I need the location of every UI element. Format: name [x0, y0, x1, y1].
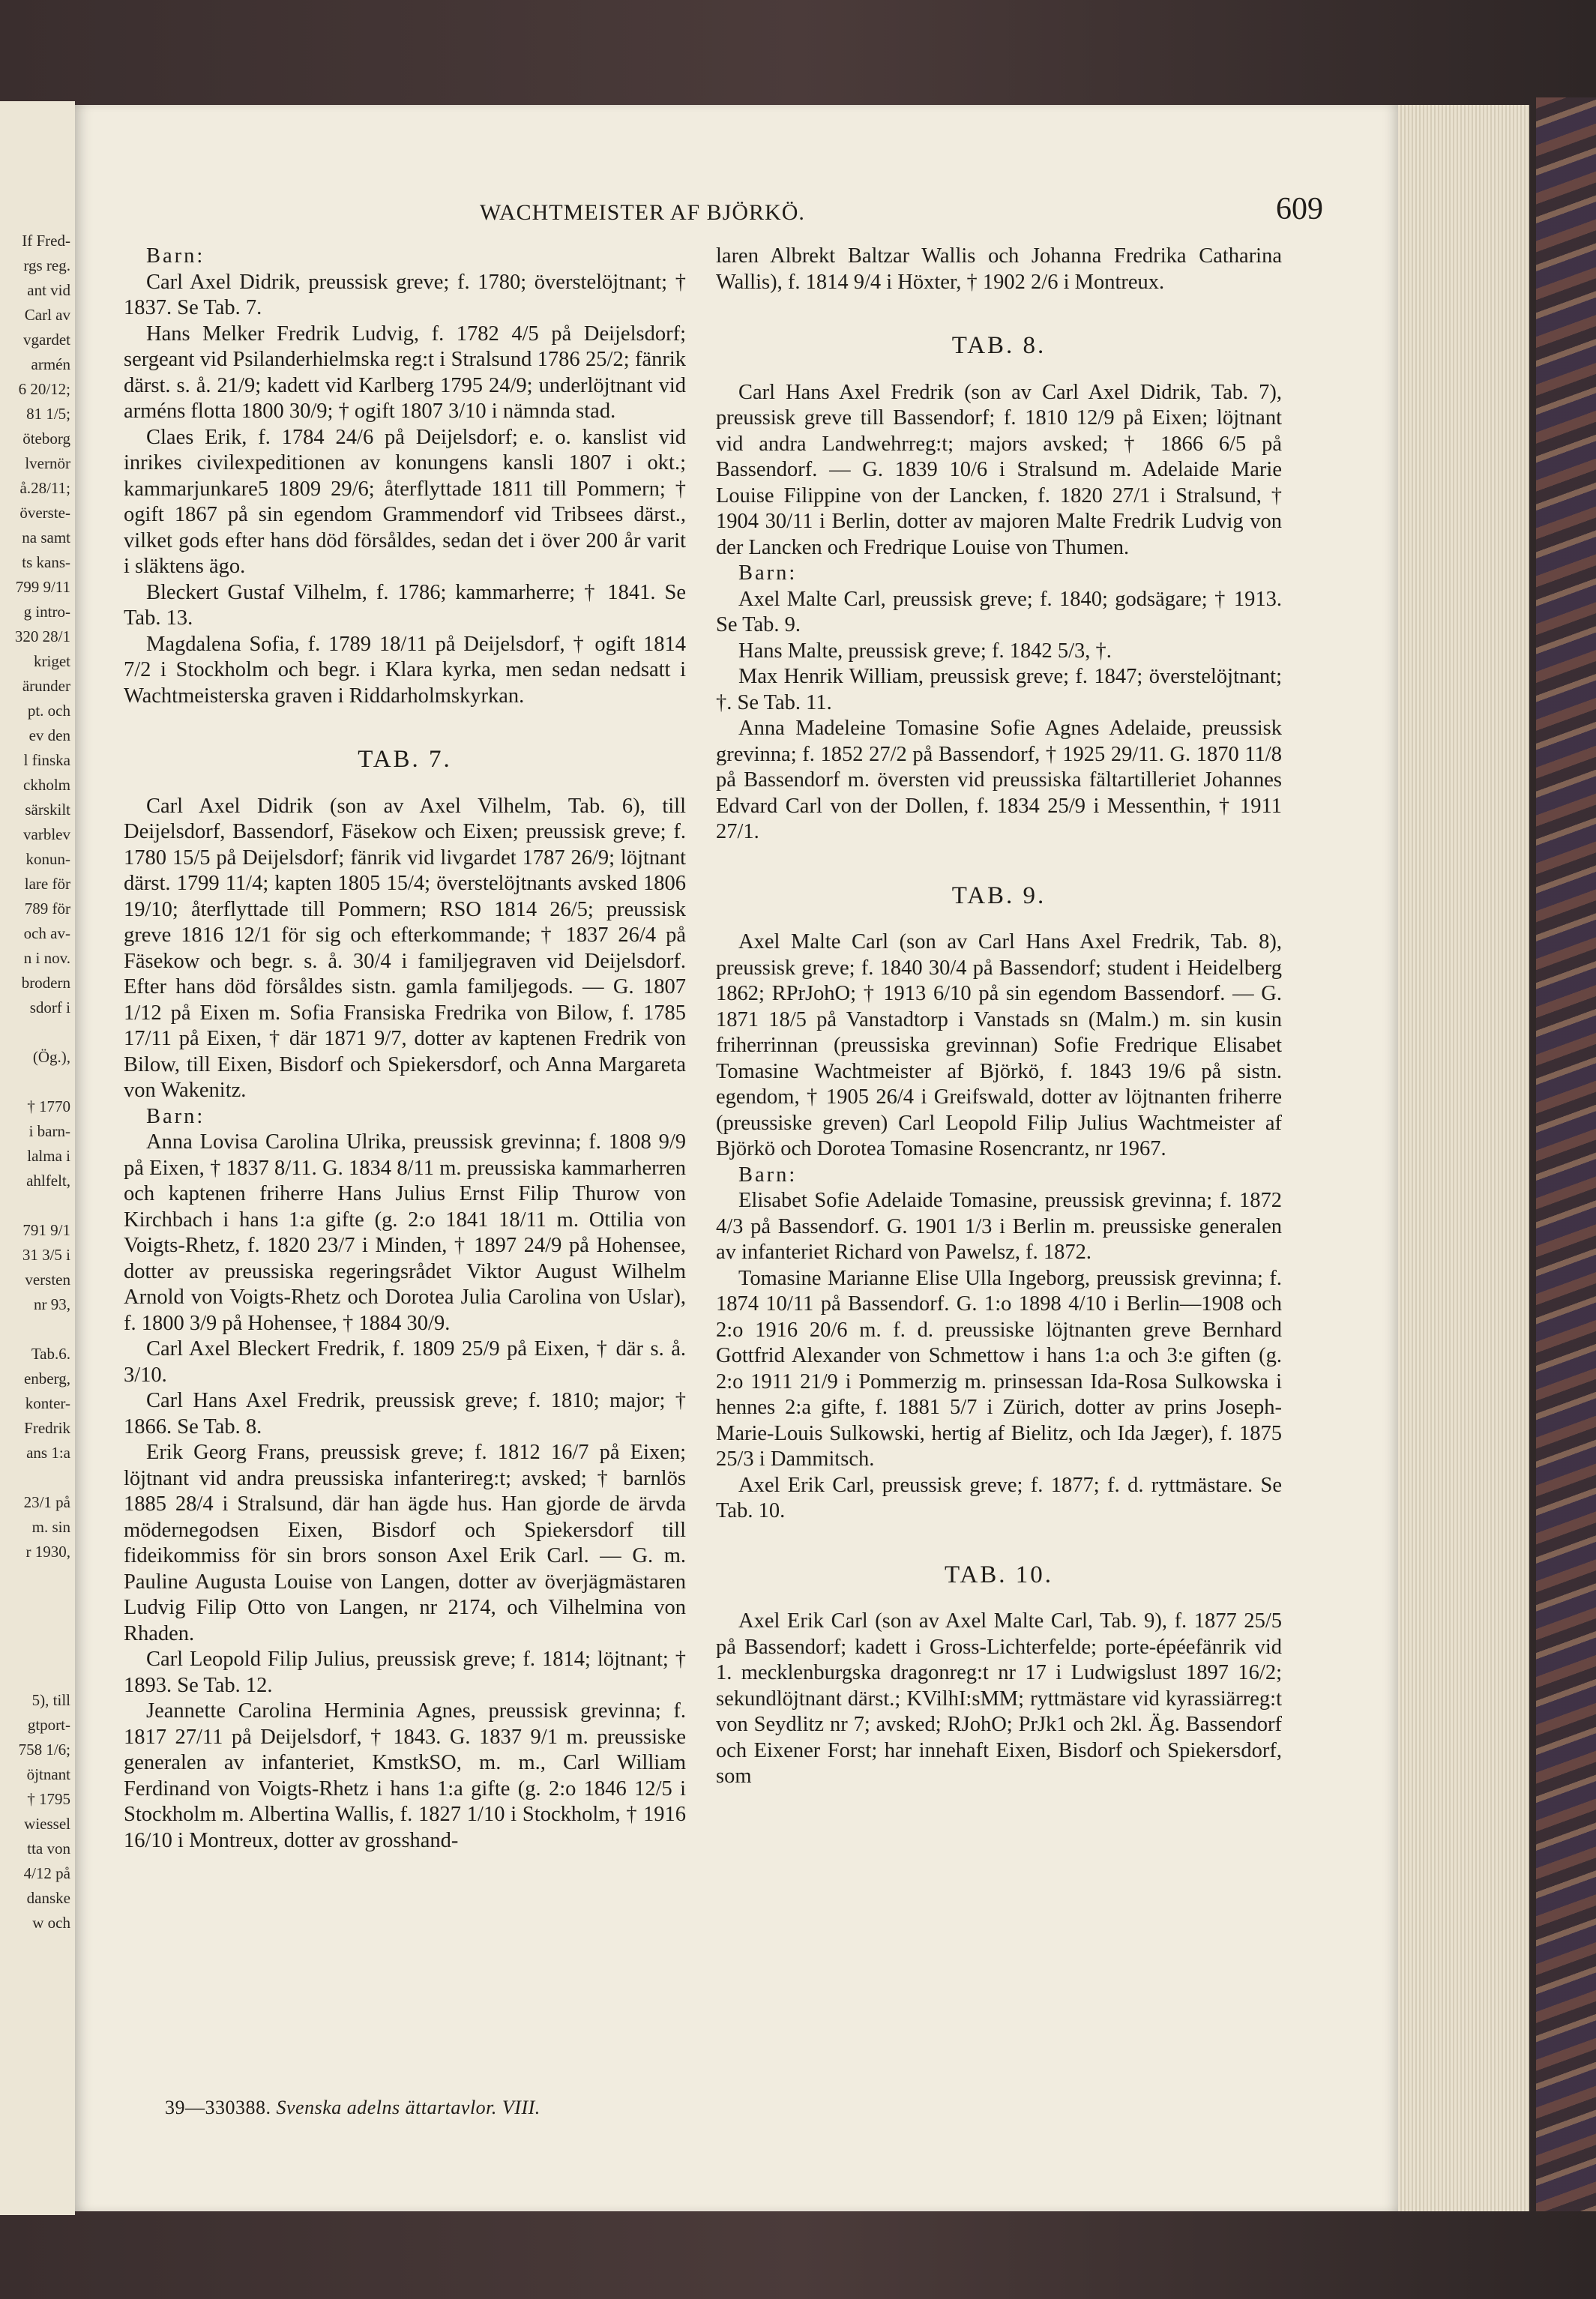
previous-page-line: † 1770 [27, 1097, 70, 1115]
previous-page-line [0, 1614, 75, 1639]
previous-page-line: konun- [25, 850, 70, 868]
previous-page-line: Fredrik [24, 1419, 70, 1437]
previous-page-line: sdorf i [29, 998, 70, 1016]
entry-paragraph: Carl Axel Didrik (son av Axel Vilhelm, Tab. 6), till Deijelsdorf, Bassendorf, Fäsekow och Eixen; preussisk greve; f. 1780 15/5 på Deijelsdorf; fänrik vid livgardet 1787 26/9; löjtnant därst. 1799 11/4; kapten 1805 15/4; överstelöjtnants avsked 1806 19/10; återflyttade till Pommern; RSO 1814 26/5; preussisk greve 1816 12/1 för sig och efterkommande; † 1837 26/4 på Fäsekow och begr. s. å. 30/4 i familjegraven vid Deijelsdorf. Efter hans död försåldes sistn. gamla familjegods. — G. 1807 1/12 på Eixen m. Sofia Fransiska Fredrika von Bilow, f. 1785 17/11 på Eixen, † där 1871 9/7, dotter av kaptenen Fredrik von Bilow, till Eixen, Bisdorf och Spiekersdorf, och Anna Margareta von Wakenitz. [124, 794, 686, 1102]
previous-page-line: nr 93, [34, 1295, 70, 1313]
previous-page-line: r 1930, [25, 1543, 70, 1561]
previous-page-line: brodern [21, 974, 70, 992]
previous-page-line: kriget [34, 652, 70, 670]
previous-page-line: öteborg [22, 430, 70, 448]
previous-page-line: 81 1/5; [26, 405, 70, 423]
book-page [75, 105, 1398, 2211]
previous-page-line: If Fred- [22, 232, 70, 250]
previous-page-line: Tab.6. [31, 1345, 70, 1363]
previous-page-line: 799 9/11 [15, 578, 70, 596]
previous-page-line: w och [32, 1914, 70, 1932]
previous-page-line: konter- [25, 1394, 70, 1412]
entry-paragraph: Magdalena Sofia, f. 1789 18/11 på Deijelsdorf, † ogift 1814 7/2 i Stockholm och begr. i Klara kyrka, men sedan nedsatt i Wachtmeisterska graven i Riddarholmskyrkan. [124, 632, 686, 708]
previous-page-line: (Ög.), [32, 1048, 70, 1066]
page-header [75, 191, 1398, 236]
previous-page-line: 320 28/1 [14, 627, 70, 645]
right-column [716, 244, 1282, 1790]
previous-page-line: ans 1:a [26, 1444, 70, 1462]
table-heading: TAB. 7. [358, 746, 452, 773]
previous-page-line: gtport- [27, 1716, 70, 1734]
previous-page-line: n i nov. [23, 949, 70, 967]
book-title: Svenska adelns ättartavlor. VIII. [276, 2097, 540, 2118]
printer-signature: 39—330388. [165, 2097, 271, 2118]
entry-paragraph: Axel Erik Carl, preussisk greve; f. 1877; f. d. ryttmästare. Se Tab. 10. [716, 1473, 1282, 1522]
previous-page-line: 791 9/1 [22, 1221, 70, 1239]
marbled-book-edge [1536, 97, 1596, 2211]
entry-paragraph: Anna Lovisa Carolina Ulrika, preussisk grevinna; f. 1808 9/9 på Eixen, † 1837 8/11. G. 1834 8/11 m. preussiska kammarherren och kaptenen friherre Hans Julius Ernst Filip Thurow von Kirchbach i hans 1:a gifte (g. 2:o 1841 18/11 m. Ottilia von Voigts-Rhetz, f. 1820 23/7 i Minden, † 1897 24/9 på Hohensee, dotter av preussiska regeringsrådet Viktor August Wilhelm Arnold von Voigts-Rhetz och Dorotea Julia Carolina von Uslar), f. 1800 3/9 på Hohensee, † 1884 30/9. [124, 1130, 686, 1335]
previous-page-line: 6 20/12; [18, 380, 70, 398]
left-column [124, 244, 686, 1854]
previous-page-line: ärunder [22, 677, 70, 695]
previous-page-line: rgs reg. [23, 256, 70, 274]
previous-page-line: i barn- [28, 1122, 70, 1140]
entry-paragraph: Claes Erik, f. 1784 24/6 på Deijelsdorf; e. o. kanslist vid inrikes civilexpeditionen av konungens kansli 1807 i okt.; kammarjunkare5 1809 29/6; återflyttade 1811 till Pommern; † ogift 1867 på sin egendom Grammendorf vid Tribsees därst., vilket gods efter hans död försåldes, sedan det i över 200 år varit i släktens ägo. [124, 425, 686, 578]
table-heading: TAB. 9. [951, 882, 1047, 909]
page-number: 609 [1276, 192, 1323, 226]
previous-page-line [0, 1589, 75, 1614]
entry-paragraph: Hans Melker Fredrik Ludvig, f. 1782 4/5 på Deijelsdorf; sergeant vid Psilanderhielmska reg:t i Stralsund 1786 25/2; fänrik därst. s. å. 21/9; kadett vid Karlberg 1795 24/9; underlöjtnant vid arméns flotta 1800 30/9; † ogift 1807 3/10 i nämnda stad. [124, 322, 686, 423]
previous-page-line: ev den [28, 726, 70, 744]
previous-page-line: na samt [22, 528, 70, 546]
entry-paragraph: Carl Hans Axel Fredrik, preussisk greve; f. 1810; major; † 1866. Se Tab. 8. [124, 1389, 686, 1438]
table-heading: TAB. 8. [951, 332, 1047, 359]
previous-page-strip [0, 101, 75, 2215]
previous-page-line: lare för [24, 875, 70, 893]
children-label: Barn: [146, 244, 205, 268]
previous-page-line: l finska [23, 751, 70, 769]
previous-page-line: överste- [19, 504, 70, 522]
previous-page-line: 789 för [24, 900, 70, 918]
previous-page-line: Carl av [24, 306, 70, 324]
previous-page-line: vgardet [23, 331, 70, 349]
continued-paragraph: laren Albrekt Baltzar Wallis och Johanna Fredrika Catharina Wallis), f. 1814 9/4 i Höxter, † 1902 2/6 i Montreux. [716, 244, 1282, 294]
previous-page-line: 31 3/5 i [22, 1246, 70, 1264]
entry-paragraph: Carl Hans Axel Fredrik (son av Carl Axel Didrik, Tab. 7), preussisk greve till Bassendorf; f. 1810 12/9 på Eixen; löjtnant vid andra Landwehrreg:t; majors avsked; † 1866 6/5 på Bassendorf. — G. 1839 10/6 i Stralsund m. Adelaide Marie Louise Filippine von der Lancken, f. 1820 27/1 i Stralsund, † 1904 30/11 i Berlin, dotter av majoren Malte Fredrik Ludvig von der Lancken och Fredrique Louise von Thumen. [716, 380, 1282, 559]
previous-page-line: särskilt [25, 801, 70, 819]
previous-page-line: g intro- [23, 603, 70, 621]
entry-paragraph: Axel Erik Carl (son av Axel Malte Carl, Tab. 9), f. 1877 25/5 på Bassendorf; kadett i Gross-Lichterfelde; porte-épéefänrik vid 1. mecklenburgska dragonreg:t nr 17 i Ludwigslust 1897 16/2; sekundlöjtnant därst.; KVilhI:sMM; ryttmästare vid kyrassiärreg:t von Seydlitz nr 7; avsked; RJohO; PrJk1 och 2kl. Äg. Bassendorf och Eixener Forst; har innehaft Eixen, Bisdorf och Spiekersdorf, som [716, 1609, 1282, 1788]
previous-page-line: lvernör [25, 454, 70, 472]
previous-page-line: wiessel [24, 1815, 70, 1833]
previous-page-line: ckholm [23, 776, 70, 794]
previous-page-line: armén [31, 355, 70, 373]
entry-paragraph: Carl Axel Bleckert Fredrik, f. 1809 25/9 på Eixen, † där s. å. 3/10. [124, 1337, 686, 1387]
page-footer [165, 2097, 540, 2119]
previous-page-line: ant vid [27, 281, 70, 299]
previous-page-line: 23/1 på [23, 1493, 70, 1511]
previous-page-line [0, 1639, 75, 1663]
entry-paragraph: Max Henrik William, preussisk greve; f. 1847; överstelöjtnant; †. Se Tab. 11. [716, 665, 1282, 714]
previous-page-line [0, 1317, 75, 1342]
previous-page-line: ts kans- [22, 553, 70, 571]
children-label: Barn: [738, 1163, 798, 1187]
table-heading: TAB. 10. [944, 1561, 1054, 1588]
previous-page-line: 758 1/6; [18, 1741, 70, 1759]
previous-page-line [0, 1020, 75, 1045]
page-stack-edge [1394, 105, 1529, 2211]
previous-page-line: 5), till [31, 1691, 70, 1709]
previous-page-line [0, 1193, 75, 1218]
entry-paragraph: Axel Malte Carl, preussisk greve; f. 1840; godsägare; † 1913. Se Tab. 9. [716, 587, 1282, 636]
previous-page-line: enberg, [23, 1370, 70, 1387]
entry-paragraph: Elisabet Sofie Adelaide Tomasine, preussisk grevinna; f. 1872 4/3 på Bassendorf. G. 1901 1/3 i Berlin m. preussiske generalen av infanteriet Richard von Pawelsz, f. 1872. [716, 1189, 1282, 1264]
previous-page-line [0, 1465, 75, 1490]
previous-page-line [0, 1070, 75, 1094]
previous-page-fragments [0, 101, 75, 1935]
previous-page-line: versten [25, 1271, 70, 1289]
children-label: Barn: [738, 561, 798, 585]
previous-page-line [0, 1564, 75, 1589]
previous-page-line: ahlfelt, [26, 1172, 70, 1190]
entry-paragraph: Bleckert Gustaf Vilhelm, f. 1786; kammarherre; † 1841. Se Tab. 13. [124, 580, 686, 630]
previous-page-line: 4/12 på [23, 1864, 70, 1882]
previous-page-line: varblev [23, 825, 70, 843]
entry-paragraph: Tomasine Marianne Elise Ulla Ingeborg, preussisk grevinna; f. 1874 10/11 på Bassendorf. G. 1:o 1898 4/10 i Berlin—1908 och 2:o 1916 20/6 m. f. d. preussiske löjtnanten greve Bernhard Gottfrid Alexander von Schmettow i hans 1:a och 3:e giften (g. 2:o 1911 21/9 i Pommerzig m. prinsessan Ida-Rosa Sulkowska i hennes 2:a gifte, f. 1881 5/7 i Zürich, dotter av prins Joseph-Marie-Louis Sulkowski, hertig af Bielitz, och Ida Jæger), f. 1875 25/3 i Dammitsch. [716, 1266, 1282, 1471]
previous-page-line: lalma i [27, 1147, 70, 1165]
entry-paragraph: Anna Madeleine Tomasine Sofie Agnes Adelaide, preussisk grevinna; f. 1852 27/2 på Bassendorf, † 1925 29/11. G. 1870 11/8 på Bassendorf m. översten vid preussiska fältartilleriet Johannes Edvard Carl von der Dollen, f. 1834 25/9 i Messenthin, † 1911 27/1. [716, 717, 1282, 843]
entry-paragraph: Hans Malte, preussisk greve; f. 1842 5/3, †. [738, 639, 1112, 663]
children-label: Barn: [146, 1104, 205, 1128]
running-title: WACHTMEISTER AF BJÖRKÖ. [480, 200, 805, 225]
previous-page-line: m. sin [31, 1518, 70, 1536]
previous-page-line: öjtnant [26, 1765, 70, 1783]
previous-page-line: och av- [23, 924, 70, 942]
entry-paragraph: Axel Malte Carl (son av Carl Hans Axel Fredrik, Tab. 8), preussisk greve; f. 1840 30/4 på Bassendorf; student i Heidelberg 1862; RPrJohO; † 1913 6/10 på sin egendom Bassendorf. — G. 1871 18/5 på Vanstadtorp i Vanstads sn (Malm.) m. sin kusin friherrinnan (preussiska grevinnan) Sofie Fredrique Elisabet Tomasine Wachtmeister af Björkö, f. 1843 19/6 på sistn. egendom, † 1905 26/4 i Greifswald, dotter av löjtnanten friherre (preussiske greven) Carl Leopold Filip Julius Wachtmeister af Björkö och Dorotea Tomasine Rosencrantz, nr 1967. [716, 930, 1282, 1160]
previous-page-line: pt. och [27, 702, 70, 720]
previous-page-line [0, 1663, 75, 1688]
entry-paragraph: Erik Georg Frans, preussisk greve; f. 1812 16/7 på Eixen; löjtnant vid andra preussiska infanterireg:t; avsked; † barnlös 1885 28/4 i Stralsund, där han ägde hus. Han gjorde de ärvda mödernegodsen Eixen, Bisdorf och Spiekersdorf till fideikommiss för sin brors sonson Axel Erik Carl. — G. m. Pauline Augusta Louise von Langen, dotter av överjägmästaren Ludvig Filip Otto von Langen, nr 2174, och Vilhelmina von Rhaden. [124, 1441, 686, 1645]
previous-page-line: † 1795 [27, 1790, 70, 1808]
entry-paragraph: Carl Axel Didrik, preussisk greve; f. 1780; överstelöjtnant; † 1837. Se Tab. 7. [124, 270, 686, 319]
entry-paragraph: Carl Leopold Filip Julius, preussisk greve; f. 1814; löjtnant; † 1893. Se Tab. 12. [124, 1648, 686, 1697]
entry-paragraph: Jeannette Carolina Herminia Agnes, preussisk grevinna; f. 1817 27/11 på Deijelsdorf, † 1843. G. 1837 9/1 m. preussiske generalen av infanteriet, KmstkSO, m. m., Carl William Ferdinand von Voigts-Rhetz i hans 1:a gifte (g. 2:o 1846 12/5 i Stockholm m. Albertina Wallis, f. 1827 1/10 i Stockholm, † 1916 16/10 i Montreux, dotter av grosshand- [124, 1699, 686, 1852]
previous-page-line: å.28/11; [19, 479, 70, 497]
previous-page-line: danske [26, 1889, 70, 1907]
previous-page-line: tta von [27, 1839, 70, 1857]
